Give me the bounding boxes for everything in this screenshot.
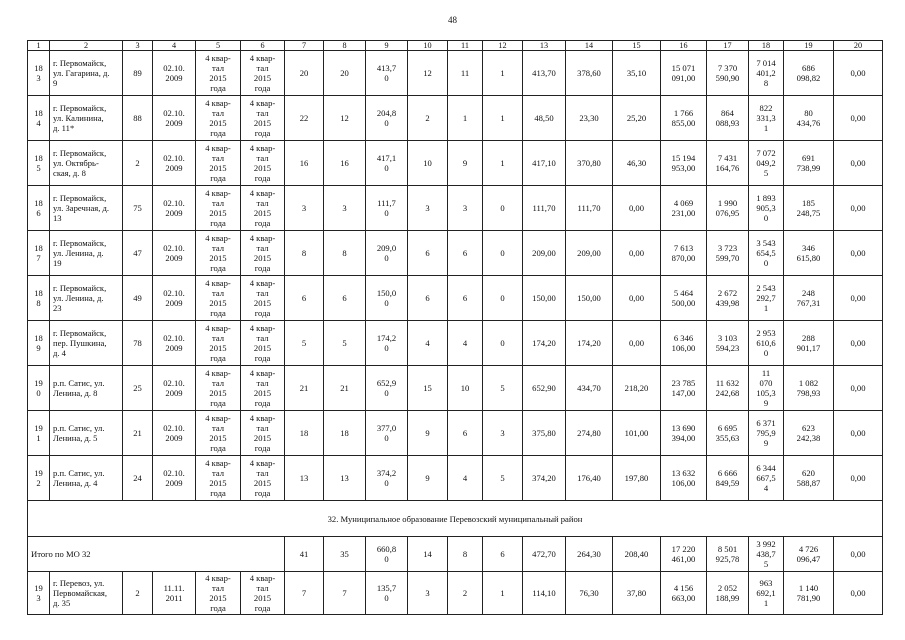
value-cell: 686 098,82 <box>784 51 834 96</box>
column-number: 7 <box>285 41 324 51</box>
value-cell: 15 194 953,00 <box>661 141 707 186</box>
value-cell: 80 434,76 <box>784 96 834 141</box>
value-cell: 174,2 0 <box>366 321 408 366</box>
value-cell: 7 431 164,76 <box>707 141 749 186</box>
value-cell: 4 <box>448 321 483 366</box>
value-cell: 24 <box>123 456 153 501</box>
column-number: 14 <box>566 41 613 51</box>
value-cell: 6 <box>448 411 483 456</box>
value-cell: 02.10. 2009 <box>153 411 196 456</box>
address-cell: г. Перевоз, ул. Первомайская, д. 35 <box>50 572 123 615</box>
value-cell: 4 069 231,00 <box>661 186 707 231</box>
value-cell: 377,0 0 <box>366 411 408 456</box>
value-cell: 4 квар- тал 2015 года <box>241 186 285 231</box>
value-cell: 4 <box>408 321 448 366</box>
value-cell: 7 014 401,2 8 <box>749 51 784 96</box>
column-number: 16 <box>661 41 707 51</box>
value-cell: 3 <box>448 186 483 231</box>
value-cell: 620 588,87 <box>784 456 834 501</box>
value-cell: 378,60 <box>566 51 613 96</box>
value-cell: 02.10. 2009 <box>153 231 196 276</box>
value-cell: 3 <box>324 186 366 231</box>
value-cell: 209,00 <box>566 231 613 276</box>
value-cell: 9 <box>408 411 448 456</box>
value-cell: 374,20 <box>523 456 566 501</box>
value-cell: 963 692,1 1 <box>749 572 784 615</box>
value-cell: 274,80 <box>566 411 613 456</box>
value-cell: 6 344 667,5 4 <box>749 456 784 501</box>
value-cell: 02.10. 2009 <box>153 456 196 501</box>
value-cell: 0,00 <box>613 276 661 321</box>
value-cell: 0 <box>483 276 523 321</box>
value-cell: 111,70 <box>523 186 566 231</box>
column-number: 11 <box>448 41 483 51</box>
value-cell: 02.10. 2009 <box>153 51 196 96</box>
value-cell: 12 <box>408 51 448 96</box>
row-number-cell: 18 4 <box>28 96 50 141</box>
column-number: 12 <box>483 41 523 51</box>
value-cell: 10 <box>408 141 448 186</box>
value-cell: 4 <box>448 456 483 501</box>
value-cell: 88 <box>123 96 153 141</box>
value-cell: 49 <box>123 276 153 321</box>
value-cell: 0,00 <box>834 51 883 96</box>
value-cell: 4 квар- тал 2015 года <box>196 572 241 615</box>
value-cell: 4 квар- тал 2015 года <box>196 186 241 231</box>
address-cell: р.п. Сатис, ул. Ленина, д. 4 <box>50 456 123 501</box>
table-row <box>28 572 883 615</box>
value-cell: 22 <box>285 96 324 141</box>
value-cell: 4 квар- тал 2015 года <box>196 51 241 96</box>
column-number: 6 <box>241 41 285 51</box>
value-cell: 48,50 <box>523 96 566 141</box>
value-cell: 114,10 <box>523 572 566 615</box>
value-cell: 4 квар- тал 2015 года <box>196 141 241 186</box>
value-cell: 47 <box>123 231 153 276</box>
value-cell: 8 <box>285 231 324 276</box>
value-cell: 4 квар- тал 2015 года <box>241 411 285 456</box>
value-cell: 7 613 870,00 <box>661 231 707 276</box>
row-number-cell: 19 3 <box>28 572 50 615</box>
value-cell: 6 695 355,63 <box>707 411 749 456</box>
value-cell: 185 248,75 <box>784 186 834 231</box>
value-cell: 1 082 798,93 <box>784 366 834 411</box>
value-cell: 2 953 610,6 0 <box>749 321 784 366</box>
value-cell: 3 <box>285 186 324 231</box>
value-cell: 7 <box>324 572 366 615</box>
value-cell: 4 квар- тал 2015 года <box>241 141 285 186</box>
value-cell: 1 <box>483 96 523 141</box>
table-row <box>28 141 883 186</box>
value-cell: 89 <box>123 51 153 96</box>
total-value: 8 <box>448 537 483 572</box>
row-number-cell: 18 3 <box>28 51 50 96</box>
column-number: 8 <box>324 41 366 51</box>
column-number: 2 <box>50 41 123 51</box>
value-cell: 0,00 <box>613 231 661 276</box>
address-cell: г. Первомайск, ул. Октябрь- ская, д. 8 <box>50 141 123 186</box>
value-cell: 02.10. 2009 <box>153 366 196 411</box>
column-number-row <box>28 41 883 51</box>
value-cell: 11 070 105,3 9 <box>749 366 784 411</box>
value-cell: 13 632 106,00 <box>661 456 707 501</box>
address-cell: г. Первомайск, ул. Калинина, д. 11* <box>50 96 123 141</box>
value-cell: 0,00 <box>834 186 883 231</box>
value-cell: 78 <box>123 321 153 366</box>
value-cell: 197,80 <box>613 456 661 501</box>
value-cell: 15 071 091,00 <box>661 51 707 96</box>
value-cell: 13 690 394,00 <box>661 411 707 456</box>
value-cell: 3 <box>408 572 448 615</box>
page-number: 48 <box>448 15 457 25</box>
value-cell: 652,9 0 <box>366 366 408 411</box>
value-cell: 11 632 242,68 <box>707 366 749 411</box>
value-cell: 4 квар- тал 2015 года <box>241 51 285 96</box>
value-cell: 417,10 <box>523 141 566 186</box>
total-value: 660,8 0 <box>366 537 408 572</box>
column-number: 20 <box>834 41 883 51</box>
value-cell: 652,90 <box>523 366 566 411</box>
value-cell: 691 738,99 <box>784 141 834 186</box>
value-cell: 0,00 <box>834 96 883 141</box>
value-cell: 18 <box>285 411 324 456</box>
value-cell: 4 квар- тал 2015 года <box>196 96 241 141</box>
value-cell: 0 <box>483 321 523 366</box>
value-cell: 3 <box>408 186 448 231</box>
value-cell: 1 <box>483 51 523 96</box>
value-cell: 5 <box>324 321 366 366</box>
value-cell: 4 квар- тал 2015 года <box>241 276 285 321</box>
value-cell: 35,10 <box>613 51 661 96</box>
column-number: 17 <box>707 41 749 51</box>
value-cell: 4 квар- тал 2015 года <box>196 366 241 411</box>
value-cell: 7 370 590,90 <box>707 51 749 96</box>
address-cell: р.п. Сатис, ул. Ленина, д. 8 <box>50 366 123 411</box>
value-cell: 6 346 106,00 <box>661 321 707 366</box>
value-cell: 02.10. 2009 <box>153 186 196 231</box>
value-cell: 7 <box>285 572 324 615</box>
value-cell: 02.10. 2009 <box>153 321 196 366</box>
value-cell: 5 <box>285 321 324 366</box>
value-cell: 417,1 0 <box>366 141 408 186</box>
value-cell: 4 квар- тал 2015 года <box>196 276 241 321</box>
column-number: 9 <box>366 41 408 51</box>
value-cell: 0 <box>483 231 523 276</box>
value-cell: 11.11. 2011 <box>153 572 196 615</box>
address-cell: г. Первомайск, ул. Ленина, д. 19 <box>50 231 123 276</box>
column-number: 15 <box>613 41 661 51</box>
value-cell: 4 квар- тал 2015 года <box>241 572 285 615</box>
row-number-cell: 19 0 <box>28 366 50 411</box>
value-cell: 2 052 188,99 <box>707 572 749 615</box>
value-cell: 434,70 <box>566 366 613 411</box>
value-cell: 76,30 <box>566 572 613 615</box>
value-cell: 0,00 <box>834 141 883 186</box>
value-cell: 6 <box>448 276 483 321</box>
value-cell: 0,00 <box>834 276 883 321</box>
value-cell: 2 <box>123 141 153 186</box>
value-cell: 46,30 <box>613 141 661 186</box>
value-cell: 413,7 0 <box>366 51 408 96</box>
total-value: 17 220 461,00 <box>661 537 707 572</box>
value-cell: 02.10. 2009 <box>153 141 196 186</box>
value-cell: 6 <box>285 276 324 321</box>
total-value: 8 501 925,78 <box>707 537 749 572</box>
section-title: 32. Муниципальное образование Перевозский муниципальный район <box>28 501 883 537</box>
table-row <box>28 51 883 96</box>
value-cell: 11 <box>448 51 483 96</box>
value-cell: 4 квар- тал 2015 года <box>196 456 241 501</box>
row-number-cell: 19 1 <box>28 411 50 456</box>
value-cell: 2 543 292,7 1 <box>749 276 784 321</box>
value-cell: 101,00 <box>613 411 661 456</box>
table-row <box>28 186 883 231</box>
value-cell: 135,7 0 <box>366 572 408 615</box>
value-cell: 209,0 0 <box>366 231 408 276</box>
total-value: 472,70 <box>523 537 566 572</box>
column-number: 13 <box>523 41 566 51</box>
value-cell: 9 <box>408 456 448 501</box>
section-row <box>28 501 883 537</box>
address-cell: г. Первомайск, пер. Пушкина, д. 4 <box>50 321 123 366</box>
value-cell: 218,20 <box>613 366 661 411</box>
column-number: 5 <box>196 41 241 51</box>
value-cell: 12 <box>324 96 366 141</box>
value-cell: 20 <box>285 51 324 96</box>
value-cell: 0,00 <box>834 231 883 276</box>
value-cell: 5 464 500,00 <box>661 276 707 321</box>
value-cell: 37,80 <box>613 572 661 615</box>
value-cell: 374,2 0 <box>366 456 408 501</box>
column-number: 10 <box>408 41 448 51</box>
value-cell: 02.10. 2009 <box>153 276 196 321</box>
value-cell: 18 <box>324 411 366 456</box>
value-cell: 9 <box>448 141 483 186</box>
value-cell: 3 543 654,5 0 <box>749 231 784 276</box>
value-cell: 3 723 599,70 <box>707 231 749 276</box>
value-cell: 2 <box>448 572 483 615</box>
value-cell: 15 <box>408 366 448 411</box>
value-cell: 4 156 663,00 <box>661 572 707 615</box>
address-cell: г. Первомайск, ул. Гагарина, д. 9 <box>50 51 123 96</box>
value-cell: 02.10. 2009 <box>153 96 196 141</box>
table-row <box>28 96 883 141</box>
value-cell: 2 <box>408 96 448 141</box>
column-number: 1 <box>28 41 50 51</box>
total-value: 0,00 <box>834 537 883 572</box>
total-value: 41 <box>285 537 324 572</box>
value-cell: 5 <box>483 366 523 411</box>
value-cell: 21 <box>123 411 153 456</box>
row-number-cell: 18 6 <box>28 186 50 231</box>
value-cell: 10 <box>448 366 483 411</box>
column-number: 18 <box>749 41 784 51</box>
value-cell: 16 <box>324 141 366 186</box>
value-cell: 1 766 855,00 <box>661 96 707 141</box>
value-cell: 2 672 439,98 <box>707 276 749 321</box>
value-cell: 23 785 147,00 <box>661 366 707 411</box>
address-cell: г. Первомайск, ул. Ленина, д. 23 <box>50 276 123 321</box>
total-value: 6 <box>483 537 523 572</box>
row-number-cell: 18 7 <box>28 231 50 276</box>
row-number-cell: 18 9 <box>28 321 50 366</box>
value-cell: 150,0 0 <box>366 276 408 321</box>
value-cell: 1 893 905,3 0 <box>749 186 784 231</box>
value-cell: 0,00 <box>834 321 883 366</box>
total-value: 4 726 096,47 <box>784 537 834 572</box>
total-label: Итого по МО 32 <box>28 537 285 572</box>
value-cell: 4 квар- тал 2015 года <box>196 321 241 366</box>
row-number-cell: 18 8 <box>28 276 50 321</box>
value-cell: 4 квар- тал 2015 года <box>196 231 241 276</box>
value-cell: 413,70 <box>523 51 566 96</box>
value-cell: 0,00 <box>834 366 883 411</box>
table-row <box>28 231 883 276</box>
value-cell: 1 <box>483 572 523 615</box>
value-cell: 1 <box>483 141 523 186</box>
value-cell: 5 <box>483 456 523 501</box>
value-cell: 8 <box>324 231 366 276</box>
table-row <box>28 321 883 366</box>
value-cell: 864 088,93 <box>707 96 749 141</box>
value-cell: 174,20 <box>523 321 566 366</box>
value-cell: 3 103 594,23 <box>707 321 749 366</box>
value-cell: 3 <box>483 411 523 456</box>
value-cell: 822 331,3 1 <box>749 96 784 141</box>
table-row <box>28 366 883 411</box>
value-cell: 13 <box>324 456 366 501</box>
value-cell: 6 <box>408 231 448 276</box>
value-cell: 23,30 <box>566 96 613 141</box>
value-cell: 0,00 <box>834 411 883 456</box>
value-cell: 1 140 781,90 <box>784 572 834 615</box>
address-cell: г. Первомайск, ул. Заречная, д. 13 <box>50 186 123 231</box>
value-cell: 6 371 795,9 9 <box>749 411 784 456</box>
column-number: 19 <box>784 41 834 51</box>
value-cell: 209,00 <box>523 231 566 276</box>
total-value: 35 <box>324 537 366 572</box>
value-cell: 4 квар- тал 2015 года <box>241 231 285 276</box>
value-cell: 2 <box>123 572 153 615</box>
value-cell: 0 <box>483 186 523 231</box>
value-cell: 21 <box>285 366 324 411</box>
row-number-cell: 18 5 <box>28 141 50 186</box>
value-cell: 25,20 <box>613 96 661 141</box>
value-cell: 4 квар- тал 2015 года <box>241 456 285 501</box>
table-row <box>28 456 883 501</box>
total-row <box>28 537 883 572</box>
value-cell: 6 <box>408 276 448 321</box>
table-row <box>28 276 883 321</box>
value-cell: 176,40 <box>566 456 613 501</box>
value-cell: 204,8 0 <box>366 96 408 141</box>
value-cell: 111,7 0 <box>366 186 408 231</box>
value-cell: 4 квар- тал 2015 года <box>241 321 285 366</box>
value-cell: 0,00 <box>834 456 883 501</box>
value-cell: 25 <box>123 366 153 411</box>
value-cell: 6 666 849,59 <box>707 456 749 501</box>
table-row <box>28 411 883 456</box>
value-cell: 370,80 <box>566 141 613 186</box>
value-cell: 16 <box>285 141 324 186</box>
total-value: 3 992 438,7 5 <box>749 537 784 572</box>
value-cell: 150,00 <box>566 276 613 321</box>
value-cell: 6 <box>448 231 483 276</box>
value-cell: 6 <box>324 276 366 321</box>
value-cell: 111,70 <box>566 186 613 231</box>
value-cell: 1 990 076,95 <box>707 186 749 231</box>
column-number: 4 <box>153 41 196 51</box>
row-number-cell: 19 2 <box>28 456 50 501</box>
total-value: 208,40 <box>613 537 661 572</box>
value-cell: 174,20 <box>566 321 613 366</box>
value-cell: 288 901,17 <box>784 321 834 366</box>
value-cell: 75 <box>123 186 153 231</box>
value-cell: 7 072 049,2 5 <box>749 141 784 186</box>
value-cell: 4 квар- тал 2015 года <box>196 411 241 456</box>
value-cell: 0,00 <box>834 572 883 615</box>
value-cell: 0,00 <box>613 186 661 231</box>
address-cell: р.п. Сатис, ул. Ленина, д. 5 <box>50 411 123 456</box>
value-cell: 150,00 <box>523 276 566 321</box>
value-cell: 623 242,38 <box>784 411 834 456</box>
value-cell: 346 615,80 <box>784 231 834 276</box>
value-cell: 20 <box>324 51 366 96</box>
total-value: 264,30 <box>566 537 613 572</box>
value-cell: 4 квар- тал 2015 года <box>241 366 285 411</box>
value-cell: 0,00 <box>613 321 661 366</box>
value-cell: 21 <box>324 366 366 411</box>
value-cell: 4 квар- тал 2015 года <box>241 96 285 141</box>
column-number: 3 <box>123 41 153 51</box>
value-cell: 1 <box>448 96 483 141</box>
housing-registry-table <box>27 40 883 615</box>
total-value: 14 <box>408 537 448 572</box>
value-cell: 248 767,31 <box>784 276 834 321</box>
value-cell: 375,80 <box>523 411 566 456</box>
value-cell: 13 <box>285 456 324 501</box>
